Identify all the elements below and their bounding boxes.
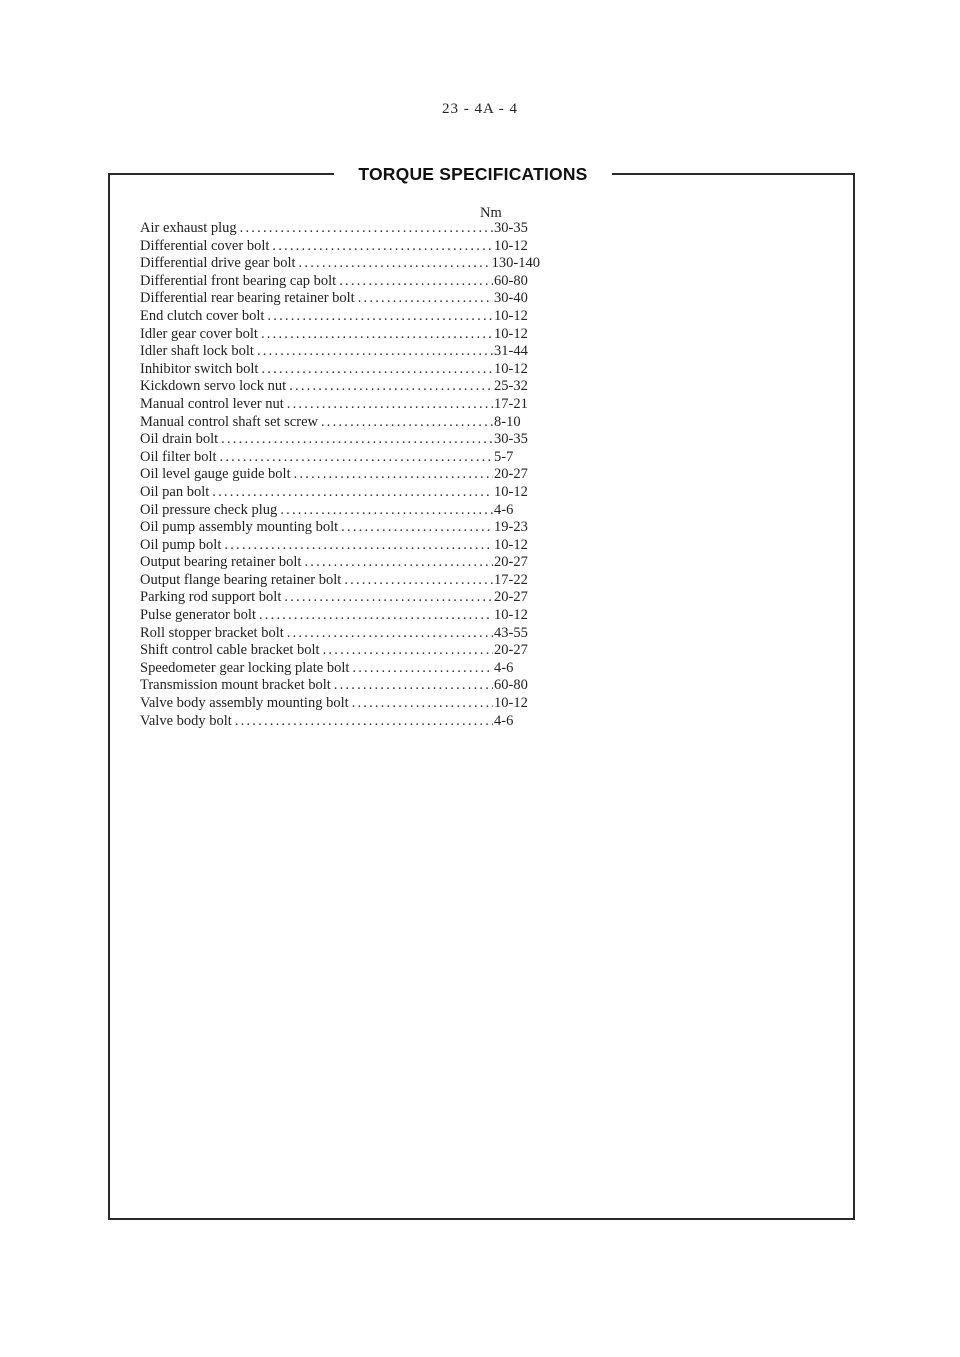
spec-row — [140, 537, 540, 555]
page-number: 23 - 4A - 4 — [442, 101, 518, 117]
dot-leader — [352, 695, 493, 713]
dot-leader — [321, 414, 493, 432]
spec-torque-value: 30-35 — [494, 431, 528, 448]
spec-row — [140, 326, 540, 344]
spec-item-label: Valve body assembly mounting bolt — [140, 695, 349, 712]
frame-top-rule-left — [108, 173, 334, 175]
spec-item-label: Speedometer gear locking plate bolt — [140, 659, 350, 676]
spec-row — [140, 554, 540, 572]
dot-leader — [339, 273, 493, 291]
spec-row — [140, 238, 540, 256]
spec-row — [140, 361, 540, 379]
dot-leader — [299, 255, 491, 273]
dot-leader — [334, 677, 493, 695]
spec-row — [140, 431, 540, 449]
spec-item-label: Manual control shaft set screw — [140, 413, 318, 430]
dot-leader — [280, 502, 493, 520]
spec-row — [140, 519, 540, 537]
spec-row — [140, 466, 540, 484]
spec-row — [140, 660, 540, 678]
dot-leader — [294, 466, 493, 484]
dot-leader — [224, 537, 493, 555]
dot-leader — [289, 378, 493, 396]
spec-row — [140, 695, 540, 713]
dot-leader — [212, 484, 493, 502]
spec-torque-value: 130-140 — [491, 255, 540, 272]
torque-spec-list — [140, 220, 540, 730]
dot-leader — [284, 589, 493, 607]
spec-torque-value: 10-12 — [494, 325, 528, 342]
spec-row — [140, 607, 540, 625]
spec-row — [140, 414, 540, 432]
spec-torque-value: 8-10 — [494, 413, 521, 430]
spec-row — [140, 502, 540, 520]
spec-torque-value: 10-12 — [494, 237, 528, 254]
spec-torque-value: 20-27 — [494, 466, 528, 483]
spec-torque-value: 20-27 — [494, 642, 528, 659]
spec-row — [140, 589, 540, 607]
dot-leader — [240, 220, 493, 238]
dot-leader — [257, 343, 493, 361]
spec-item-label: Differential cover bolt — [140, 237, 270, 254]
spec-row — [140, 396, 540, 414]
spec-torque-value: 43-55 — [494, 624, 528, 641]
dot-leader — [267, 308, 493, 326]
dot-leader — [287, 625, 493, 643]
spec-row — [140, 378, 540, 396]
spec-item-label: Output bearing retainer bolt — [140, 554, 302, 571]
unit-header: Nm — [480, 205, 502, 221]
spec-row — [140, 273, 540, 291]
spec-torque-value: 20-27 — [494, 554, 528, 571]
spec-torque-value: 4-6 — [494, 659, 514, 676]
spec-torque-value: 19-23 — [494, 519, 528, 536]
spec-row — [140, 255, 540, 273]
spec-torque-value: 10-12 — [494, 695, 528, 712]
spec-row — [140, 677, 540, 695]
spec-row — [140, 625, 540, 643]
spec-row — [140, 308, 540, 326]
spec-row — [140, 713, 540, 731]
spec-torque-value: 10-12 — [494, 536, 528, 553]
spec-item-label: Oil pump bolt — [140, 536, 222, 553]
spec-item-label: Inhibitor switch bolt — [140, 360, 259, 377]
spec-item-label: Shift control cable bracket bolt — [140, 642, 320, 659]
dot-leader — [344, 572, 493, 590]
spec-item-label: Oil filter bolt — [140, 448, 217, 465]
spec-row — [140, 572, 540, 590]
dot-leader — [220, 449, 493, 467]
spec-item-label: Kickdown servo lock nut — [140, 378, 287, 395]
spec-item-label: Idler shaft lock bolt — [140, 343, 254, 360]
spec-item-label: Manual control lever nut — [140, 395, 284, 412]
dot-leader — [235, 713, 493, 731]
spec-torque-value: 20-27 — [494, 589, 528, 606]
spec-torque-value: 4-6 — [494, 501, 514, 518]
spec-item-label: Idler gear cover bolt — [140, 325, 258, 342]
spec-item-label: Air exhaust plug — [140, 220, 237, 236]
spec-item-label: Output flange bearing retainer bolt — [140, 571, 342, 588]
dot-leader — [261, 361, 493, 379]
spec-item-label: Oil pan bolt — [140, 483, 210, 500]
spec-torque-value: 10-12 — [494, 607, 528, 624]
spec-torque-value: 30-35 — [494, 220, 528, 236]
dot-leader — [261, 326, 493, 344]
dot-leader — [323, 642, 493, 660]
spec-item-label: Oil pressure check plug — [140, 501, 278, 518]
dot-leader — [352, 660, 493, 678]
spec-item-label: Oil drain bolt — [140, 431, 219, 448]
spec-item-label: Valve body bolt — [140, 712, 232, 729]
spec-torque-value: 5-7 — [494, 448, 514, 465]
spec-torque-value: 10-12 — [494, 483, 528, 500]
dot-leader — [259, 607, 493, 625]
spec-row — [140, 642, 540, 660]
spec-row — [140, 449, 540, 467]
spec-item-label: Differential front bearing cap bolt — [140, 272, 337, 289]
frame-top-rule-right — [612, 173, 855, 175]
dot-leader — [272, 238, 493, 256]
dot-leader — [358, 290, 493, 308]
dot-leader — [304, 554, 493, 572]
spec-torque-value: 31-44 — [494, 343, 528, 360]
spec-torque-value: 4-6 — [494, 712, 514, 729]
dot-leader — [287, 396, 493, 414]
spec-torque-value: 25-32 — [494, 378, 528, 395]
spec-item-label: Transmission mount bracket bolt — [140, 677, 331, 694]
spec-row — [140, 484, 540, 502]
spec-torque-value: 10-12 — [494, 307, 528, 324]
spec-item-label: Differential drive gear bolt — [140, 255, 296, 272]
spec-item-label: Oil pump assembly mounting bolt — [140, 519, 339, 536]
spec-torque-value: 30-40 — [494, 290, 528, 307]
spec-item-label: Roll stopper bracket bolt — [140, 624, 284, 641]
spec-torque-value: 10-12 — [494, 360, 528, 377]
spec-torque-value: 17-22 — [494, 571, 528, 588]
spec-row — [140, 343, 540, 361]
spec-item-label: Parking rod support bolt — [140, 589, 282, 606]
dot-leader — [341, 519, 493, 537]
spec-item-label: Differential rear bearing retainer bolt — [140, 290, 355, 307]
dot-leader — [221, 431, 493, 449]
spec-torque-value: 60-80 — [494, 272, 528, 289]
spec-row — [140, 220, 540, 238]
spec-torque-value: 60-80 — [494, 677, 528, 694]
section-title: TORQUE SPECIFICATIONS — [358, 164, 588, 184]
spec-item-label: End clutch cover bolt — [140, 307, 265, 324]
spec-item-label: Pulse generator bolt — [140, 607, 256, 624]
spec-item-label: Oil level gauge guide bolt — [140, 466, 291, 483]
spec-torque-value: 17-21 — [494, 395, 528, 412]
spec-row — [140, 290, 540, 308]
